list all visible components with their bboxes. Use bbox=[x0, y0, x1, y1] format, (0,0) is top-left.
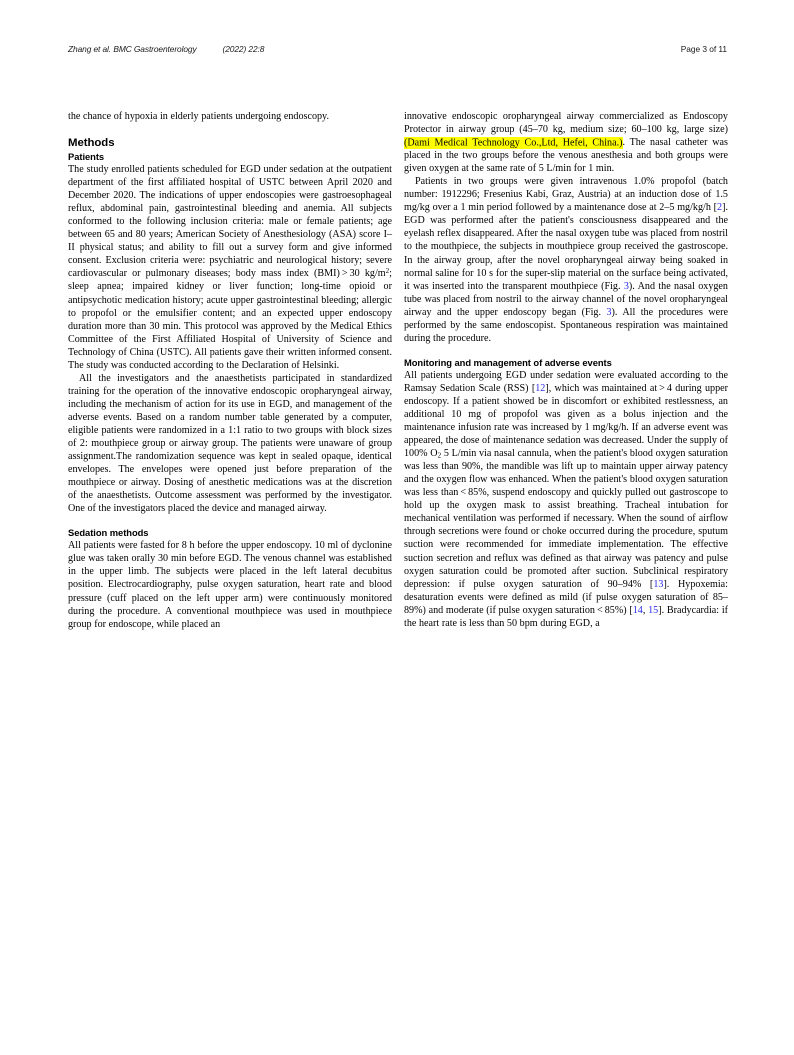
monitoring-text-b: ], which was maintained at > 4 during upper endoscopy. If a patient showed be in discomfort or exhibited restlessness, an additional 10 mg of propofol was given as a bolus injection and the maintenance infusion rate was increased by 1 mg/kg/h. If an adverse event was appeared, the dose of maintenance sedation was decreased. Under the supply of 100% O bbox=[404, 382, 728, 460]
heading-sedation-methods: Sedation methods bbox=[68, 527, 149, 539]
spacer bbox=[68, 123, 392, 136]
propofol-text-c: ). And the nasal oxygen tube was placed from nostril to the airway channel of the novel oropharyngeal airway and the upper endoscopy began (Fig. bbox=[404, 280, 728, 318]
citation-link-12[interactable]: 12 bbox=[535, 382, 546, 394]
paragraph-monitoring bbox=[404, 369, 728, 630]
paragraph-continuation: the chance of hypoxia in elderly patients undergoing endoscopy. bbox=[68, 111, 329, 122]
propofol-text-b: ]. EGD was performed after the patient's consciousness disappeared and the eyelash reflex disappeared. After the nasal oxygen tube was placed from nostril to the mouthpiece, the subjects in mouthpiece group received the gastroscope. In the airway group, after the novel oropharyngeal airway being soaked in normal saline for 10 s for the super-slip material on the surface being activated, it was inserted into the transparent mouthpiece (Fig. bbox=[404, 202, 728, 292]
citation-link-14[interactable]: 14 bbox=[632, 604, 643, 616]
monitoring-text-c: 5 L/min via nasal cannula, when the patient's blood oxygen saturation was less than 90%, the mandible was lift up to maintain upper airway patency and the oxygen flow was enhanced. When the patient's blood oxygen saturation was less than < 85%, suspend endoscopy and quickly pulled out gastroscope to hold up the oxygen mask to assist breathing. Tracheal intubation for mechanical ventilation was performed if necessary. When the sound of airflow through secretions were found or choke occurred during the procedure, sputum suction were recommended for immediate implementation. The effective suction secretion and reflux was defined as that airway was patency and pulse oxygen saturation could be promoted after suction. Subclinical respiratory depression: if pulse oxygen saturation of 90–94% [ bbox=[404, 448, 728, 590]
figure-link-3-second[interactable]: 3 bbox=[606, 306, 612, 318]
paragraph-sedation: All patients were fasted for 8 h before the upper endoscopy. 10 ml of dyclonine glue was taken orally 30 min before EGD. The venous channel was established in the upper limb. The subjects were placed in the left lateral decubitus position. Electrocardiography, pulse oxygen saturation, heart rate and blood pressure (cuff placed on the left upper arm) were continuously monitored during the procedure. A conventional mouthpiece was used in mouthpiece group for endoscope, while placed an bbox=[68, 540, 392, 630]
monitoring-text-a: All patients undergoing EGD under sedation were evaluated according to the Ramsay Sedation Scale (RSS) [ bbox=[404, 369, 728, 394]
running-head-journal: BMC Gastroenterology bbox=[113, 44, 197, 54]
citation-separator: , bbox=[642, 604, 649, 616]
article-body bbox=[68, 110, 728, 631]
patients-text-a: The study enrolled patients scheduled for EGD under sedation at the outpatient department of the first affiliated hospital of USTC between April 2020 and December 2020. The indications of upper endoscopies were gastroesophageal reflux, abdominal pain, gastrointestinal bleeding and anemia. All subjects conformed to the following inclusion criteria: male or female patients; age between 65 and 80 years; American Society of Anesthesiology (ASA) score I–II physical status; and ability to fill out a survey form and give informed consent. Exclusion criteria were: psychiatric and neurological history; severe cardiovascular or pulmonary diseases; body mass index (BMI) > 30 kg/m bbox=[68, 164, 392, 280]
paragraph-patients-1 bbox=[68, 163, 392, 372]
heading-methods: Methods bbox=[68, 137, 115, 150]
page-number-label: Page 3 of 11 bbox=[680, 44, 727, 54]
paragraph-propofol bbox=[404, 175, 728, 345]
highlighted-manufacturer-text: (Dami Medical Technology Co.,Ltd, Hefei, China.) bbox=[404, 137, 623, 149]
paragraph-patients-2: All the investigators and the anaesthetists participated in standardized training for the operation of the innovative endoscopic oropharyngeal airway, including the mechanism of action for its use in EGD, and management of the adverse events. Based on a random number table generated by a computer, eligible patients were randomized in a 1:1 ratio to two groups with block sizes of 2: mouthpiece group or airway group. The patients were unaware of group assignment.The randomization sequence was kept in sealed opaque, identical envelopes. The envelopes were opened just before preparation of the mouthpiece or airway. Dosing of anesthetic medications was at the discretion of the anaesthetists. Outcome assessment was performed by the investigator. One of the investigators placed the device and managed airway. bbox=[68, 372, 392, 515]
citation-link-13[interactable]: 13 bbox=[653, 578, 664, 590]
heading-monitoring-adverse-events: Monitoring and management of adverse events bbox=[404, 356, 612, 368]
airway-text-a: innovative endoscopic oropharyngeal airway commercialized as Endoscopy Protector in airway group (45–70 kg, medium size; 60–100 kg, large size) bbox=[404, 111, 728, 136]
figure-link-3-first[interactable]: 3 bbox=[623, 280, 629, 292]
monitoring-text-e: ]. Bradycardia: if the heart rate is less than 50 bpm during EGD, a bbox=[404, 604, 729, 629]
bmi-superscript: 2 bbox=[385, 267, 390, 276]
propofol-text-d: ). All the procedures were performed by the same endoscopist. Spontaneous respiration was maintained during the procedure. bbox=[404, 306, 729, 344]
right-column bbox=[404, 110, 728, 631]
oxygen-subscript: 2 bbox=[437, 451, 442, 460]
spacer bbox=[68, 515, 392, 526]
monitoring-text-d: ]. Hypoxemia: desaturation events were defined as mild (if pulse oxygen saturation of 85–89%) and moderate (if pulse oxygen saturation < 85%) [ bbox=[404, 578, 728, 616]
patients-text-b: ; sleep apnea; impaired kidney or liver function; long-time opioid or antipsychotic medication history; acute upper gastrointestinal bleeding; allergic to propofol or the emulsifier content; and an expected upper endoscopy duration more than 30 min. This protocol was approved by the Medical Ethics Committee of the First Affiliated Hospital of University of Science and Technology of China (USTC). All patients gave their written informed consent. The study was conducted according to the Declaration of Helsinki. bbox=[68, 268, 392, 371]
heading-patients: Patients bbox=[68, 151, 105, 163]
propofol-text-a: Patients in two groups were given intravenous 1.0% propofol (batch number: 1912296; Fresenius Kabi, Graz, Austria) at an induction dose of 1.5 mg/kg over a 1 min period followed by a maintenance dose at 2–5 mg/kg/h [ bbox=[404, 176, 728, 214]
running-head-authors: Zhang et al. bbox=[68, 44, 112, 54]
running-head-left bbox=[68, 44, 264, 54]
paragraph-airway-device bbox=[404, 110, 728, 175]
citation-link-2[interactable]: 2 bbox=[717, 202, 723, 214]
left-column bbox=[68, 110, 392, 631]
running-head bbox=[68, 44, 727, 58]
citation-link-15[interactable]: 15 bbox=[648, 604, 659, 616]
airway-text-b: . The nasal catheter was placed in the two groups before the venous anesthesia and both groups were given oxygen at the same rate of 5 L/min for 1 min. bbox=[404, 137, 728, 175]
spacer bbox=[404, 345, 728, 356]
running-head-citation: (2022) 22:8 bbox=[222, 44, 265, 54]
